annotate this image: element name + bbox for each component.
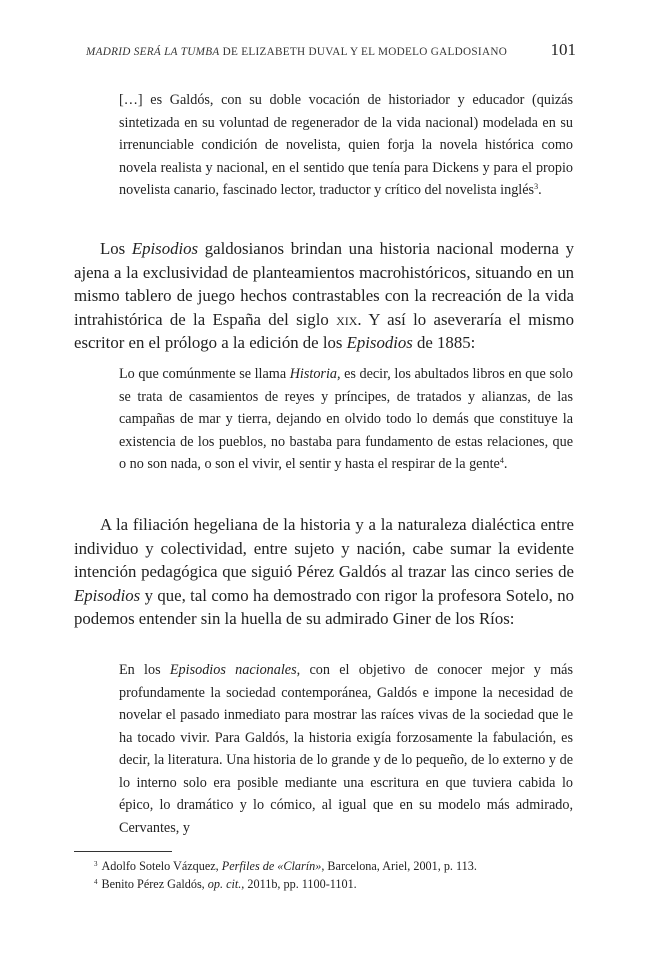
block-quote-1	[119, 89, 573, 202]
footnote-4-title: op. cit.	[207, 877, 242, 891]
footnote-3-text-a: Adolfo Sotelo Vázquez,	[101, 859, 222, 873]
para-1-italic-a: Episodios	[131, 239, 199, 258]
paragraph-2	[74, 513, 574, 631]
quote-2-italic: Historia	[289, 366, 337, 382]
footnote-ref-4[interactable]: 4	[499, 456, 504, 465]
footnote-4-text-b: , 2011b, pp. 1100-1101.	[241, 877, 357, 891]
para-2-italic: Episodios	[74, 585, 141, 605]
quote-2-text-a: Lo que comúnmente se llama	[119, 366, 290, 382]
quote-1-end: .	[538, 182, 542, 198]
footnote-4	[94, 875, 574, 893]
block-quote-3	[119, 659, 573, 839]
para-1-text-a: Los	[100, 239, 132, 258]
footnote-3	[94, 857, 574, 875]
para-1-text-d: de 1885:	[412, 333, 476, 353]
para-1-century: xix	[336, 309, 358, 329]
running-head-rest: DE ELIZABETH DUVAL Y EL MODELO GALDOSIANO	[219, 46, 508, 58]
quote-1-text: […] es Galdós, con su doble vocación de historiador y educador (quizás sintetizada en su voluntad de regenerador de la vida nacional) modelada en su irrenunciable condición de novelista, quien forja la novela histórica como novela realista y nacional, en el sentido que tenía para Dickens y para el propio novelista canario, fascinado lector, traductor y crítico del novelista inglés	[119, 92, 573, 198]
running-head-italic: MADRID SERÁ LA TUMBA	[86, 46, 220, 58]
running-header	[86, 40, 576, 64]
page-number: 101	[550, 40, 576, 59]
footnote-4-number: 4	[94, 878, 98, 886]
footnote-4-text-a: Benito Pérez Galdós,	[101, 877, 208, 891]
block-quote-2	[119, 363, 573, 476]
para-1-text-c: . Y así lo aseveraría el mismo escritor en el prólogo a la edición de los	[74, 309, 574, 353]
quote-2-end: .	[503, 456, 508, 472]
footnote-3-title: Perfiles de «Clarín»	[221, 859, 322, 873]
para-1-italic-b: Episodios	[346, 333, 413, 353]
quote-2-text-b: , es decir, los abultados libros en que solo se trata de casamientos de reyes y príncipes, de tratados y alianzas, de las campañas de mar y tierra, dejando en olvido todo lo demás que constituye la existencia de los pueblos, no bastaba para fundamento de estas relaciones, que o no son nada, o son el vivir, el sentir y hasta el respirar de la gente	[119, 366, 573, 472]
quote-3-text-a: En los	[119, 662, 170, 678]
footnotes	[94, 857, 574, 893]
para-1-text-b: galdosianos brindan una historia nacional moderna y ajena a la exclusividad de planteamientos macrohistóricos, situando en un mismo tablero de juego hechos contrastables con la recreación de la vida intrahistórica de la España del siglo	[74, 239, 574, 329]
para-2-text-b: y que, tal como ha demostrado con rigor la profesora Sotelo, no podemos entender sin la huella de su admirado Giner de los Ríos:	[74, 585, 574, 629]
footnote-3-number: 3	[94, 860, 98, 868]
para-2-text-a: A la filiación hegeliana de la historia y a la naturaleza dialéctica entre individuo y colectividad, entre sujeto y nación, cabe sumar la evidente intención pedagógica que siguió Pérez Galdós al trazar las cinco series de	[74, 515, 574, 582]
quote-3-text-b: , con el objetivo de conocer mejor y más profundamente la sociedad contemporánea, Galdós e impone la necesidad de novelar el pasado inmediato para mostrar las raíces vivas de la sociedad que le ha tocado vivir. Para Galdós, la historia exigía forzosamente la fabulación, es decir, la literatura. Una historia de lo grande y de lo pequeño, de lo externo y de lo interno solo era posible mediante una escritura en que tuviera cabida lo épico, lo dramático y lo cómico, al igual que en su modelo más admirado, Cervantes, y	[119, 662, 573, 836]
footnote-separator	[74, 851, 172, 852]
quote-3-italic: Episodios nacionales	[169, 662, 297, 678]
footnote-ref-3[interactable]: 3	[534, 182, 539, 191]
footnote-3-text-b: , Barcelona, Ariel, 2001, p. 113.	[321, 859, 477, 873]
paragraph-1	[74, 237, 574, 355]
running-head-title	[86, 46, 507, 58]
